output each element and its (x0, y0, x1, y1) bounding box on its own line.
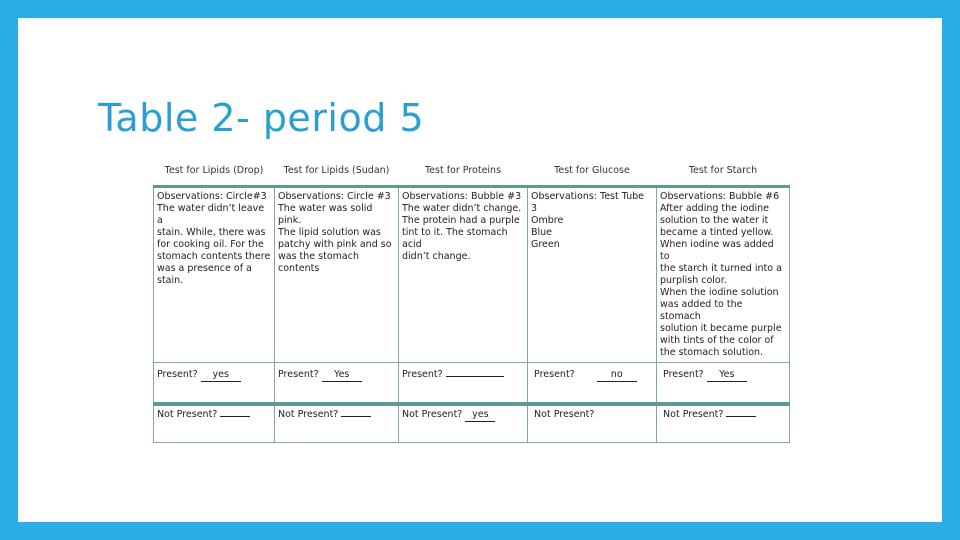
present-label: Present? (278, 369, 319, 380)
present-answer[interactable]: no (597, 369, 637, 382)
present-answer[interactable]: Yes (322, 369, 362, 382)
obs-line: the stomach solution. (660, 347, 764, 358)
obs-line: The protein had a purple (402, 215, 520, 226)
obs-line: Observations: Bubble #6 (660, 191, 780, 202)
obs-line: Observations: Circle #3 (278, 191, 391, 202)
obs-line: After adding the iodine (660, 203, 770, 214)
obs-line: the starch it turned into a (660, 263, 782, 274)
slide-title: Table 2- period 5 (98, 96, 425, 140)
obs-line: The lipid solution was (278, 227, 381, 238)
results-table (153, 165, 790, 443)
obs-line: Observations: Bubble #3 (402, 191, 522, 202)
obs-line: stomach contents there (157, 251, 271, 262)
not-present-label: Not Present? (157, 409, 218, 420)
present-cell-starch (657, 363, 790, 405)
not-present-cell-proteins (399, 404, 528, 443)
not-present-answer[interactable]: yes (465, 409, 495, 422)
present-answer[interactable] (446, 376, 504, 377)
obs-cell-starch (657, 187, 790, 363)
obs-line: became a tinted yellow. (660, 227, 774, 238)
not-present-label: Not Present? (402, 409, 463, 420)
not-present-answer[interactable] (341, 416, 371, 417)
not-present-answer[interactable] (726, 416, 756, 417)
slide (18, 18, 942, 522)
present-answer[interactable]: Yes (707, 369, 747, 382)
present-cell-proteins (399, 363, 528, 405)
present-answer[interactable]: yes (201, 369, 241, 382)
obs-line: tint to it. The stomach acid (402, 227, 508, 250)
obs-line: with tints of the color of (660, 335, 774, 346)
present-cell-lipids-drop (154, 363, 275, 405)
not-present-cell-lipids-sudan (275, 404, 399, 443)
obs-cell-glucose (528, 187, 657, 363)
present-cell-lipids-sudan (275, 363, 399, 405)
not-present-label: Not Present? (534, 409, 595, 420)
header-starch: Test for Starch (657, 165, 790, 187)
header-row (154, 165, 790, 187)
not-present-cell-lipids-drop (154, 404, 275, 443)
obs-line: purplish color. (660, 275, 727, 286)
obs-cell-lipids-drop (154, 187, 275, 363)
header-lipids-sudan: Test for Lipids (Sudan) (275, 165, 399, 187)
not-present-cell-starch (657, 404, 790, 443)
obs-line: stain. (157, 275, 184, 286)
present-label: Present? (157, 369, 198, 380)
observations-row (154, 187, 790, 363)
not-present-label: Not Present? (278, 409, 339, 420)
obs-line: patchy with pink and so (278, 239, 392, 250)
obs-line: stain. While, there was (157, 227, 266, 238)
not-present-label: Not Present? (663, 409, 724, 420)
header-glucose: Test for Glucose (528, 165, 657, 187)
present-cell-glucose (528, 363, 657, 405)
obs-line: The water didn’t change. (402, 203, 522, 214)
obs-line: solution it became purple (660, 323, 782, 334)
obs-line: Observations: Test Tube 3 (531, 191, 645, 214)
obs-line: was a presence of a (157, 263, 252, 274)
not-present-cell-glucose (528, 404, 657, 443)
obs-line: When the iodine solution (660, 287, 779, 298)
present-label: Present? (663, 369, 704, 380)
obs-line: solution to the water it (660, 215, 769, 226)
obs-line: was the stomach contents (278, 251, 359, 274)
obs-line: Ombre (531, 215, 564, 226)
obs-cell-lipids-sudan (275, 187, 399, 363)
obs-cell-proteins (399, 187, 528, 363)
obs-line: Observations: Circle#3 (157, 191, 267, 202)
present-label: Present? (402, 369, 443, 380)
not-present-row (154, 404, 790, 443)
obs-line: When iodine was added to (660, 239, 774, 262)
obs-line: didn’t change. (402, 251, 471, 262)
obs-line: was added to the stomach (660, 299, 743, 322)
obs-line: Blue (531, 227, 553, 238)
present-row (154, 363, 790, 405)
header-lipids-drop: Test for Lipids (Drop) (154, 165, 275, 187)
obs-line: for cooking oil. For the (157, 239, 264, 250)
obs-line: Green (531, 239, 560, 250)
obs-line: The water didn’t leave a (157, 203, 265, 226)
not-present-answer[interactable] (220, 416, 250, 417)
header-proteins: Test for Proteins (399, 165, 528, 187)
present-label: Present? (534, 369, 575, 380)
obs-line: The water was solid pink. (278, 203, 373, 226)
